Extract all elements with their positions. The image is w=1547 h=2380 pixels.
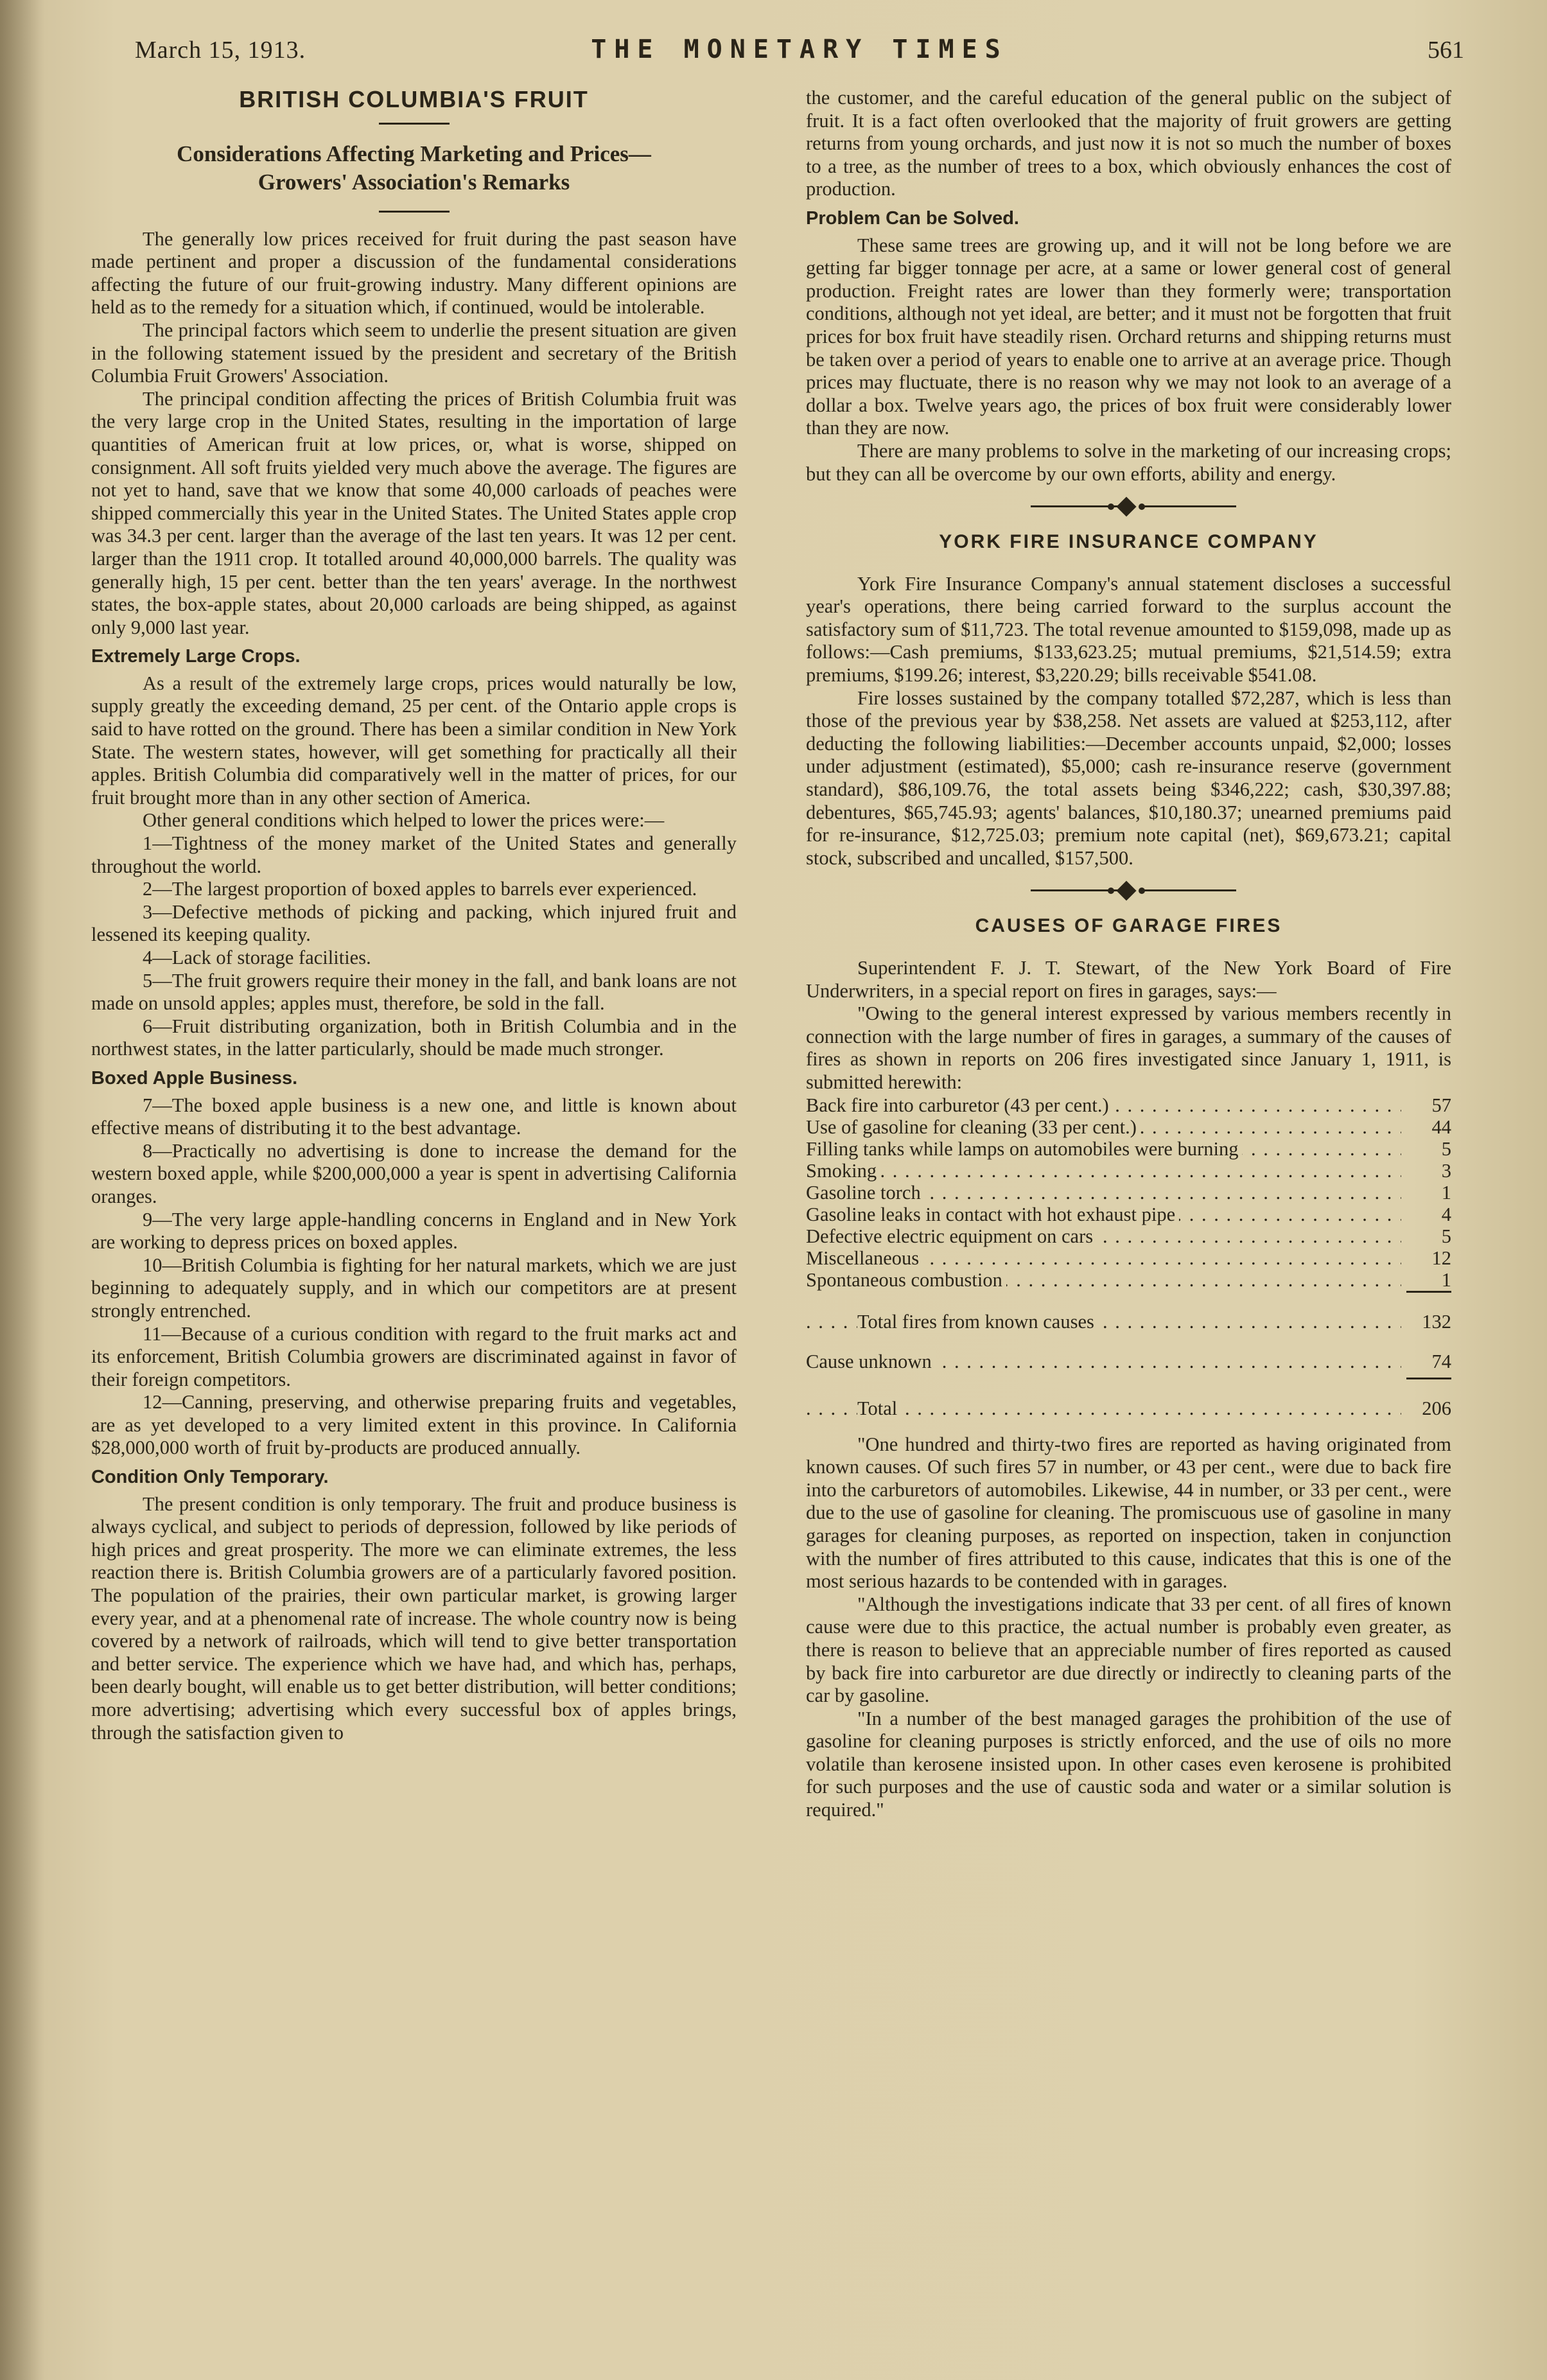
cause-count: 5 (1441, 1225, 1451, 1247)
cause-label: Smoking (806, 1160, 880, 1182)
cause-count: 1 (1441, 1181, 1451, 1203)
paragraph: The present condition is only temporary. The fruit and produce business is always cyclical, and subject to periods of depression, followed by like periods of high prices and great prosperity. The more we can eliminate extremes, the less reaction there is. British Columbia growers are of a particularly favored position. The population of the prairies, their own particular market, is growing larger every year, and at a phenomenal rate of increase. The whole country now is being covered by a network of railroads, which will tend to give better transportation and better service. The experience which we have had, and which has, perhaps, been dearly bought, will enable us to get better distribution, will better conditions; more advertising; advertising which every successful box of apples brings, through the satisfaction given to (91, 1492, 737, 1744)
cause-label: Spontaneous combustion (806, 1269, 1006, 1291)
table-row (806, 1094, 1451, 1116)
paragraph: "In a number of the best managed garages the prohibition of the use of gasoline for cleaning purposes is strictly enforced, and the use of oils no more volatile than kerosene insisted upon. In other cases even kerosene is prohibited for such purposes and the use of caustic soda and water or a similar solution is required." (806, 1707, 1451, 1821)
cause-label: Gasoline leaks in contact with hot exhaust pipe (806, 1203, 1179, 1225)
table-row (806, 1138, 1451, 1160)
title-rule (379, 123, 450, 125)
paragraph: "Owing to the general interest expressed by various members recently in connection with the large number of fires in garages, a summary of the causes of fires as shown in reports on 206 fires investigated since January 1, 1911, is submitted herewith: (806, 1002, 1451, 1093)
cause-label: Defective electric equipment on cars (806, 1225, 1097, 1247)
article-title-garage-fires: CAUSES OF GARAGE FIRES (975, 915, 1282, 937)
unknown-value: 74 (1431, 1350, 1451, 1372)
cause-count: 57 (1431, 1094, 1451, 1116)
section-ornament (806, 500, 1451, 512)
page-number: 561 (1428, 37, 1464, 64)
cause-label: Gasoline torch (806, 1182, 925, 1203)
cause-count: 3 (1441, 1159, 1451, 1182)
list-item: 2—The largest proportion of boxed apples to barrels ever experienced. (143, 878, 697, 900)
article-title-bc-fruit: BRITISH COLUMBIA'S FRUIT (239, 86, 589, 112)
table-row (806, 1116, 1451, 1138)
fire-grand-total-table (806, 1379, 1451, 1419)
left-column (91, 87, 737, 1744)
cause-count: 1 (1441, 1268, 1451, 1291)
fire-causes-table (806, 1094, 1451, 1291)
article-title-york-fire: YORK FIRE INSURANCE COMPANY (939, 531, 1318, 553)
paragraph: There are many problems to solve in the marketing of our increasing crops; but they can all be overcome by our own efforts, ability and energy. (806, 439, 1451, 485)
section-heading-large-crops: Extremely Large Crops. (91, 646, 301, 667)
table-row-total (806, 1379, 1451, 1419)
list-item: 3—Defective methods of picking and packing, which injured fruit and lessened its keeping quality. (91, 900, 737, 946)
total-value: 206 (1422, 1397, 1451, 1419)
table-row (806, 1225, 1451, 1247)
fire-causes-rows (806, 1094, 1451, 1291)
binding-shadow (0, 0, 45, 2380)
paragraph: The principal condition affecting the prices of British Columbia fruit was the very large crop in the United States, resulting in the importation of large quantities of American fruit at low prices, or, what is worse, shipped on consignment. All soft fruits yielded very much above the average. The figures are not yet to hand, save that we know that some 40,000 carloads of peaches were shipped commercially this year in the United States. The United States apple crop was 34.3 per cent. larger than the average of the last ten years. It was 12 per cent. larger than the 1911 crop. It totalled around 40,000,000 barrels. The quality was generally high, 15 per cent. better than the ten years' average. In the northwest states, the box-apple states, about 20,000 carloads are being shipped, as against only 9,000 last year. (91, 387, 737, 638)
right-column (806, 87, 1451, 1822)
list-item: 11—Because of a curious condition with regard to the fruit marks act and its enforcement, British Columbia growers are discriminated against in favor of their foreign competitors. (91, 1322, 737, 1390)
cause-label: Back fire into carburetor (43 per cent.) (806, 1094, 1113, 1116)
list-item: 1—Tightness of the money market of the United States and generally throughout the world. (91, 832, 737, 877)
cause-count: 5 (1441, 1137, 1451, 1160)
table-row (806, 1160, 1451, 1182)
total-known-label: Total fires from known causes (857, 1311, 1098, 1333)
paragraph: "Although the investigations indicate that 33 per cent. of all fires of known cause were due to this practice, the actual number is probably even greater, as there is reason to believe that an appreciable number of fires reported as caused by back fire into carburetor are due directly or indirectly to cleaning parts of the car by gasoline. (806, 1593, 1451, 1707)
unknown-label: Cause unknown (806, 1351, 936, 1372)
list-item: 6—Fruit distributing organization, both in British Columbia and in the northwest states, in the latter particularly, should be made much stronger. (91, 1015, 737, 1060)
paragraph: York Fire Insurance Company's annual statement discloses a successful year's operations, there being carried forward to the surplus account the satisfactory sum of $11,723. The total revenue amounted to $159,098, made up as follows:—Cash premiums, $133,623.25; mutual premiums, $21,514.59; extra premiums, $199.26; interest, $3,220.29; bills receivable $541.08. (806, 572, 1451, 687)
total-known-value: 132 (1422, 1310, 1451, 1333)
cause-count: 4 (1441, 1203, 1451, 1225)
section-ornament (806, 884, 1451, 897)
cause-label: Miscellaneous (806, 1247, 923, 1269)
paragraph: "One hundred and thirty-two fires are reported as having originated from known causes. Of such fires 57 in number, or 43 per cent., were due to back fire into the carburetors of automobiles. Likewise, 44 in number, or 33 per cent., were due to the use of gasoline for cleaning. The promiscuous use of gasoline in many garages for cleaning purposes, as reported on inspection, taken in conjunction with the number of fires attributed to this cause, indicates that this is one of the most serious hazards to be contended with in garages. (806, 1433, 1451, 1593)
fire-totals-table (806, 1293, 1451, 1372)
subtitle-rule (379, 211, 450, 213)
list-item: 12—Canning, preserving, and otherwise preparing fruits and vegetables, are as yet developed to a very limited extent in this province. In California $28,000,000 worth of fruit by-products are produced annually. (91, 1391, 737, 1459)
list-item: 5—The fruit growers require their money in the fall, and bank loans are not made on unsold apples; apples must, therefore, be sold in the fall. (91, 969, 737, 1015)
masthead: THE MONETARY TIMES (591, 35, 1008, 64)
table-row-total-known (806, 1293, 1451, 1333)
table-row (806, 1203, 1451, 1225)
paragraph: Superintendent F. J. T. Stewart, of the New York Board of Fire Underwriters, in a special report on fires in garages, says:— (806, 957, 1451, 1002)
paragraph: These same trees are growing up, and it will not be long before we are getting far bigger tonnage per acre, at a same or lower general cost of general production. Freight rates are lower than they formerly were; transportation conditions, although not yet ideal, are better; and it must not be forgotten that fruit prices for box fruit have steadily risen. Orchard returns and shipping returns must be taken over a period of years to enable one to arrive at an average price. Though prices may fluctuate, there is no reason why we may not look to an average of a dollar a box. Twelve years ago, the prices of box fruit were considerably lower than they are now. (806, 234, 1451, 439)
subtitle-line-1: Considerations Affecting Marketing and Prices— (177, 141, 651, 166)
paragraph: Fire losses sustained by the company totalled $72,287, which is less than those of the previous year by $38,258. Net assets are valued at $253,112, after deducting the following liabilities:—December accounts unpaid, $2,000; losses under adjustment (estimated), $5,000; cash re-insurance reserve (government standard), $86,109.76, the total assets being $346,222; cash, $30,397.88; debentures, $65,745.93; agents' balances, $10,180.37; unearned premiums paid for re-insurance, $12,725.03; premium note capital (net), $69,673.21; capital stock, subscribed and uncalled, $157,500. (806, 687, 1451, 869)
table-row-unknown (806, 1333, 1451, 1372)
section-heading-solved: Problem Can be Solved. (806, 207, 1019, 229)
paragraph-continued: the customer, and the careful education of the general public on the subject of fruit. It is a fact often overlooked that the majority of fruit growers are getting returns from young orchards, and just now it is not so much the number of boxes to a tree, as the number of trees to a box, which obviously enhances the cost of production. (806, 87, 1451, 200)
running-head (128, 32, 1471, 71)
section-heading-temporary: Condition Only Temporary. (91, 1467, 329, 1488)
paragraph: The principal factors which seem to underlie the present situation are given in the following statement issued by the president and secretary of the British Columbia Fruit Growers' Association. (91, 319, 737, 387)
list-item: 10—British Columbia is fighting for her natural markets, which we are just beginning to adequately supply, and in which our competitors are at present strongly entrenched. (91, 1254, 737, 1322)
article-subtitle (91, 140, 737, 197)
issue-date: March 15, 1913. (135, 37, 306, 64)
list-item: 7—The boxed apple business is a new one, and little is known about effective means of distributing it to the best advantage. (91, 1094, 737, 1139)
table-row (806, 1247, 1451, 1269)
section-heading-boxed-apple: Boxed Apple Business. (91, 1067, 298, 1089)
subtitle-line-2: Growers' Association's Remarks (258, 169, 570, 195)
cause-label: Filling tanks while lamps on automobiles were burning (806, 1138, 1242, 1160)
table-row (806, 1182, 1451, 1203)
cause-label: Use of gasoline for cleaning (33 per cent.) (806, 1116, 1141, 1138)
paragraph: Other general conditions which helped to lower the prices were:— (143, 809, 665, 832)
paragraph: As a result of the extremely large crops, prices would naturally be low, supply greatly the exceeding demand, 25 per cent. of the Ontario apple crops is said to have rotted on the ground. There has been a similar condition in New York State. The western states, however, will get something for practically all their apples. British Columbia did comparatively well in the matter of prices, for our fruit brought more than in any other section of America. (91, 672, 737, 809)
table-row (806, 1269, 1451, 1291)
cause-count: 44 (1431, 1116, 1451, 1138)
paragraph: The generally low prices received for fruit during the past season have made pertinent and proper a discussion of the fundamental considerations affecting the future of our fruit-growing industry. Many different opinions are held as to the remedy for a situation which, if continued, would be intolerable. (91, 227, 737, 319)
total-label: Total (857, 1397, 901, 1419)
list-item: 8—Practically no advertising is done to increase the demand for the western boxed apple, while $200,000,000 a year is spent in advertising California oranges. (91, 1139, 737, 1207)
list-item: 4—Lack of storage facilities. (143, 947, 371, 968)
cause-count: 12 (1431, 1247, 1451, 1269)
list-item: 9—The very large apple-handling concerns in England and in New York are working to depress prices on boxed apples. (91, 1208, 737, 1254)
